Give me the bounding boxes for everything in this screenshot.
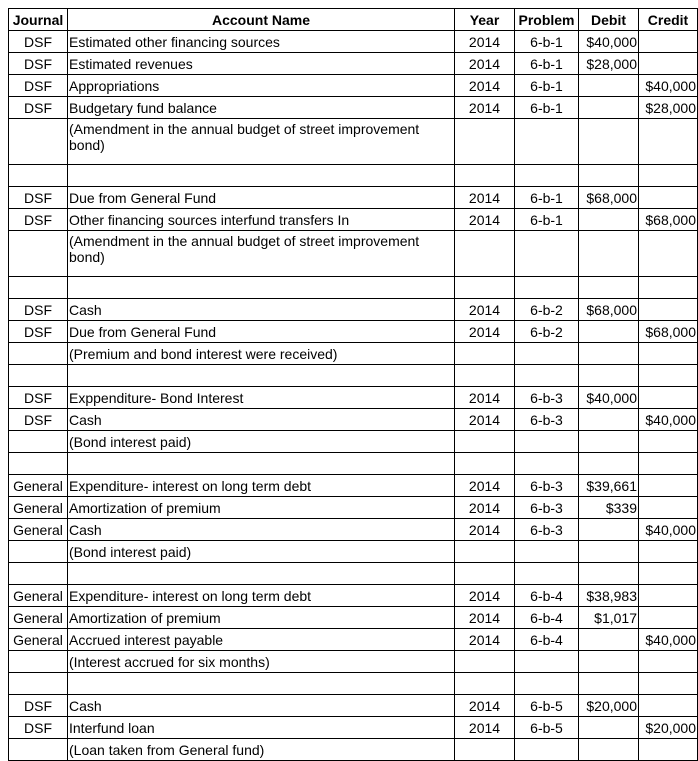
cell-year[interactable]: 2014 [455,187,515,209]
header-credit[interactable]: Credit [639,9,698,31]
cell-debit[interactable] [579,409,639,431]
cell-debit[interactable] [579,209,639,231]
cell-credit[interactable] [639,165,698,187]
cell-credit[interactable] [639,277,698,299]
table-row [9,585,698,607]
cell-year[interactable]: 2014 [455,31,515,53]
cell-account[interactable] [68,365,455,387]
cell-debit[interactable]: $68,000 [579,299,639,321]
cell-credit[interactable] [639,365,698,387]
table-row [9,277,698,299]
header-row [9,9,698,31]
cell-credit[interactable] [639,541,698,563]
cell-credit[interactable]: $68,000 [639,321,698,343]
cell-problem[interactable]: 6-b-3 [515,497,579,519]
cell-journal[interactable]: DSF [9,299,68,321]
cell-journal[interactable] [9,673,68,695]
cell-problem[interactable]: 6-b-1 [515,75,579,97]
cell-debit[interactable] [579,119,639,165]
cell-year[interactable] [455,431,515,453]
cell-journal[interactable]: DSF [9,97,68,119]
table-row [9,695,698,717]
cell-year[interactable] [455,541,515,563]
cell-account[interactable] [68,165,455,187]
cell-credit[interactable] [639,695,698,717]
table-row [9,431,698,453]
cell-problem[interactable]: 6-b-4 [515,607,579,629]
cell-credit[interactable]: $68,000 [639,209,698,231]
cell-journal[interactable]: General [9,497,68,519]
cell-account[interactable]: Cash [68,695,455,717]
cell-account[interactable] [68,673,455,695]
table-row [9,673,698,695]
cell-problem[interactable]: 6-b-2 [515,321,579,343]
cell-account[interactable]: Exppenditure- Bond Interest [68,387,455,409]
cell-debit[interactable] [579,165,639,187]
cell-credit[interactable] [639,673,698,695]
table-row [9,453,698,475]
cell-credit[interactable] [639,343,698,365]
cell-debit[interactable] [579,343,639,365]
cell-year[interactable]: 2014 [455,387,515,409]
cell-account[interactable]: Amortization of premium [68,607,455,629]
cell-journal[interactable] [9,277,68,299]
cell-credit[interactable] [639,563,698,585]
cell-problem[interactable] [515,541,579,563]
cell-account[interactable]: (Amendment in the annual budget of street improvement bond) [68,119,455,165]
cell-credit[interactable] [639,431,698,453]
cell-credit[interactable]: $40,000 [639,75,698,97]
cell-year[interactable] [455,119,515,165]
table-row [9,31,698,53]
cell-problem[interactable]: 6-b-5 [515,695,579,717]
cell-problem[interactable] [515,277,579,299]
cell-journal[interactable]: General [9,585,68,607]
cell-problem[interactable]: 6-b-1 [515,53,579,75]
cell-year[interactable]: 2014 [455,497,515,519]
cell-journal[interactable]: DSF [9,387,68,409]
cell-journal[interactable] [9,453,68,475]
cell-debit[interactable]: $40,000 [579,387,639,409]
table-row [9,409,698,431]
cell-credit[interactable]: $20,000 [639,717,698,739]
header-journal[interactable]: Journal [9,9,68,31]
cell-account[interactable]: Due from General Fund [68,187,455,209]
cell-year[interactable]: 2014 [455,299,515,321]
cell-problem[interactable] [515,431,579,453]
table-row [9,563,698,585]
header-year[interactable]: Year [455,9,515,31]
cell-problem[interactable] [515,231,579,277]
cell-credit[interactable] [639,387,698,409]
cell-account[interactable]: Appropriations [68,75,455,97]
cell-journal[interactable] [9,343,68,365]
cell-year[interactable]: 2014 [455,53,515,75]
table-row [9,209,698,231]
cell-debit[interactable] [579,277,639,299]
cell-journal[interactable]: DSF [9,31,68,53]
cell-debit[interactable]: $1,017 [579,607,639,629]
cell-year[interactable] [455,165,515,187]
cell-problem[interactable] [515,165,579,187]
cell-credit[interactable]: $40,000 [639,409,698,431]
table-row [9,387,698,409]
table-row [9,739,698,761]
table-row [9,299,698,321]
cell-account[interactable]: Estimated other financing sources [68,31,455,53]
cell-debit[interactable] [579,673,639,695]
cell-journal[interactable] [9,651,68,673]
cell-year[interactable]: 2014 [455,717,515,739]
cell-account[interactable]: Interfund loan [68,717,455,739]
cell-credit[interactable] [639,187,698,209]
cell-credit[interactable] [639,475,698,497]
cell-year[interactable]: 2014 [455,409,515,431]
cell-debit[interactable]: $20,000 [579,695,639,717]
cell-problem[interactable]: 6-b-3 [515,519,579,541]
cell-journal[interactable] [9,563,68,585]
cell-problem[interactable]: 6-b-3 [515,387,579,409]
cell-account[interactable]: (Bond interest paid) [68,431,455,453]
cell-journal[interactable] [9,365,68,387]
table-row [9,607,698,629]
cell-year[interactable] [455,231,515,277]
header-problem[interactable]: Problem [515,9,579,31]
cell-debit[interactable] [579,321,639,343]
cell-account[interactable]: (Bond interest paid) [68,541,455,563]
cell-journal[interactable] [9,431,68,453]
cell-credit[interactable] [639,31,698,53]
cell-year[interactable]: 2014 [455,321,515,343]
cell-debit[interactable]: $40,000 [579,31,639,53]
table-row [9,651,698,673]
cell-journal[interactable] [9,119,68,165]
cell-problem[interactable] [515,673,579,695]
cell-journal[interactable]: DSF [9,409,68,431]
cell-problem[interactable]: 6-b-1 [515,187,579,209]
cell-year[interactable] [455,277,515,299]
cell-year[interactable] [455,343,515,365]
cell-problem[interactable]: 6-b-4 [515,629,579,651]
cell-journal[interactable]: General [9,607,68,629]
cell-credit[interactable] [639,453,698,475]
cell-journal[interactable]: DSF [9,75,68,97]
table-row [9,365,698,387]
cell-account[interactable] [68,277,455,299]
cell-account[interactable]: Cash [68,519,455,541]
cell-account[interactable]: Accrued interest payable [68,629,455,651]
table-row [9,97,698,119]
cell-debit[interactable]: $28,000 [579,53,639,75]
cell-account[interactable]: Expenditure- interest on long term debt [68,585,455,607]
cell-year[interactable] [455,453,515,475]
cell-credit[interactable]: $40,000 [639,519,698,541]
table-row [9,119,698,165]
table-row [9,75,698,97]
cell-problem[interactable]: 6-b-3 [515,475,579,497]
cell-credit[interactable] [639,53,698,75]
cell-debit[interactable] [579,563,639,585]
cell-year[interactable]: 2014 [455,209,515,231]
cell-problem[interactable] [515,453,579,475]
cell-journal[interactable]: DSF [9,209,68,231]
cell-debit[interactable]: $339 [579,497,639,519]
cell-problem[interactable] [515,365,579,387]
cell-problem[interactable] [515,563,579,585]
cell-account[interactable]: (Loan taken from General fund) [68,739,455,761]
cell-journal[interactable] [9,739,68,761]
cell-journal[interactable]: DSF [9,695,68,717]
cell-problem[interactable] [515,651,579,673]
cell-problem[interactable] [515,119,579,165]
cell-year[interactable] [455,563,515,585]
cell-account[interactable]: Estimated revenues [68,53,455,75]
cell-year[interactable]: 2014 [455,629,515,651]
cell-year[interactable] [455,673,515,695]
cell-debit[interactable] [579,651,639,673]
cell-problem[interactable]: 6-b-3 [515,409,579,431]
cell-debit[interactable] [579,431,639,453]
cell-year[interactable] [455,365,515,387]
cell-credit[interactable] [639,231,698,277]
cell-debit[interactable] [579,231,639,277]
cell-year[interactable]: 2014 [455,97,515,119]
cell-debit[interactable]: $68,000 [579,187,639,209]
cell-journal[interactable]: General [9,475,68,497]
cell-account[interactable]: Amortization of premium [68,497,455,519]
table-row [9,231,698,277]
cell-problem[interactable]: 6-b-1 [515,97,579,119]
cell-journal[interactable] [9,541,68,563]
cell-credit[interactable] [639,119,698,165]
cell-debit[interactable] [579,629,639,651]
cell-problem[interactable]: 6-b-1 [515,31,579,53]
cell-journal[interactable]: DSF [9,321,68,343]
cell-debit[interactable] [579,717,639,739]
table-row [9,53,698,75]
cell-journal[interactable]: DSF [9,717,68,739]
cell-account[interactable]: Cash [68,299,455,321]
cell-credit[interactable] [639,739,698,761]
cell-journal[interactable]: DSF [9,187,68,209]
cell-year[interactable]: 2014 [455,695,515,717]
cell-account[interactable]: Cash [68,409,455,431]
cell-debit[interactable]: $39,661 [579,475,639,497]
cell-problem[interactable]: 6-b-2 [515,299,579,321]
cell-problem[interactable]: 6-b-5 [515,717,579,739]
cell-problem[interactable]: 6-b-1 [515,209,579,231]
cell-credit[interactable]: $40,000 [639,629,698,651]
cell-account[interactable]: (Interest accrued for six months) [68,651,455,673]
cell-credit[interactable] [639,651,698,673]
cell-account[interactable]: Other financing sources interfund transfers In [68,209,455,231]
cell-account[interactable]: Budgetary fund balance [68,97,455,119]
cell-account[interactable]: (Amendment in the annual budget of street improvement bond) [68,231,455,277]
cell-problem[interactable]: 6-b-4 [515,585,579,607]
cell-debit[interactable] [579,519,639,541]
cell-year[interactable]: 2014 [455,607,515,629]
table-row [9,519,698,541]
cell-debit[interactable] [579,453,639,475]
table-row [9,321,698,343]
cell-year[interactable] [455,739,515,761]
cell-debit[interactable] [579,541,639,563]
cell-account[interactable] [68,453,455,475]
cell-journal[interactable]: DSF [9,53,68,75]
cell-account[interactable]: (Premium and bond interest were received) [68,343,455,365]
cell-journal[interactable]: General [9,629,68,651]
header-debit[interactable]: Debit [579,9,639,31]
table-row [9,497,698,519]
table-row [9,717,698,739]
cell-journal[interactable] [9,165,68,187]
cell-debit[interactable]: $38,983 [579,585,639,607]
cell-account[interactable]: Expenditure- interest on long term debt [68,475,455,497]
cell-year[interactable]: 2014 [455,475,515,497]
table-row [9,187,698,209]
cell-account[interactable] [68,563,455,585]
table-row [9,343,698,365]
table-row [9,165,698,187]
cell-year[interactable]: 2014 [455,519,515,541]
table-row [9,475,698,497]
journal-table [8,8,698,761]
cell-journal[interactable] [9,231,68,277]
cell-debit[interactable] [579,75,639,97]
table-row [9,629,698,651]
cell-credit[interactable]: $28,000 [639,97,698,119]
table-body [9,31,698,761]
cell-account[interactable]: Due from General Fund [68,321,455,343]
cell-debit[interactable] [579,739,639,761]
header-account[interactable]: Account Name [68,9,455,31]
cell-debit[interactable] [579,97,639,119]
cell-year[interactable]: 2014 [455,585,515,607]
cell-credit[interactable] [639,497,698,519]
cell-credit[interactable] [639,585,698,607]
cell-year[interactable]: 2014 [455,75,515,97]
cell-credit[interactable] [639,607,698,629]
cell-year[interactable] [455,651,515,673]
cell-journal[interactable]: General [9,519,68,541]
cell-debit[interactable] [579,365,639,387]
cell-problem[interactable] [515,343,579,365]
cell-credit[interactable] [639,299,698,321]
cell-problem[interactable] [515,739,579,761]
table-row [9,541,698,563]
